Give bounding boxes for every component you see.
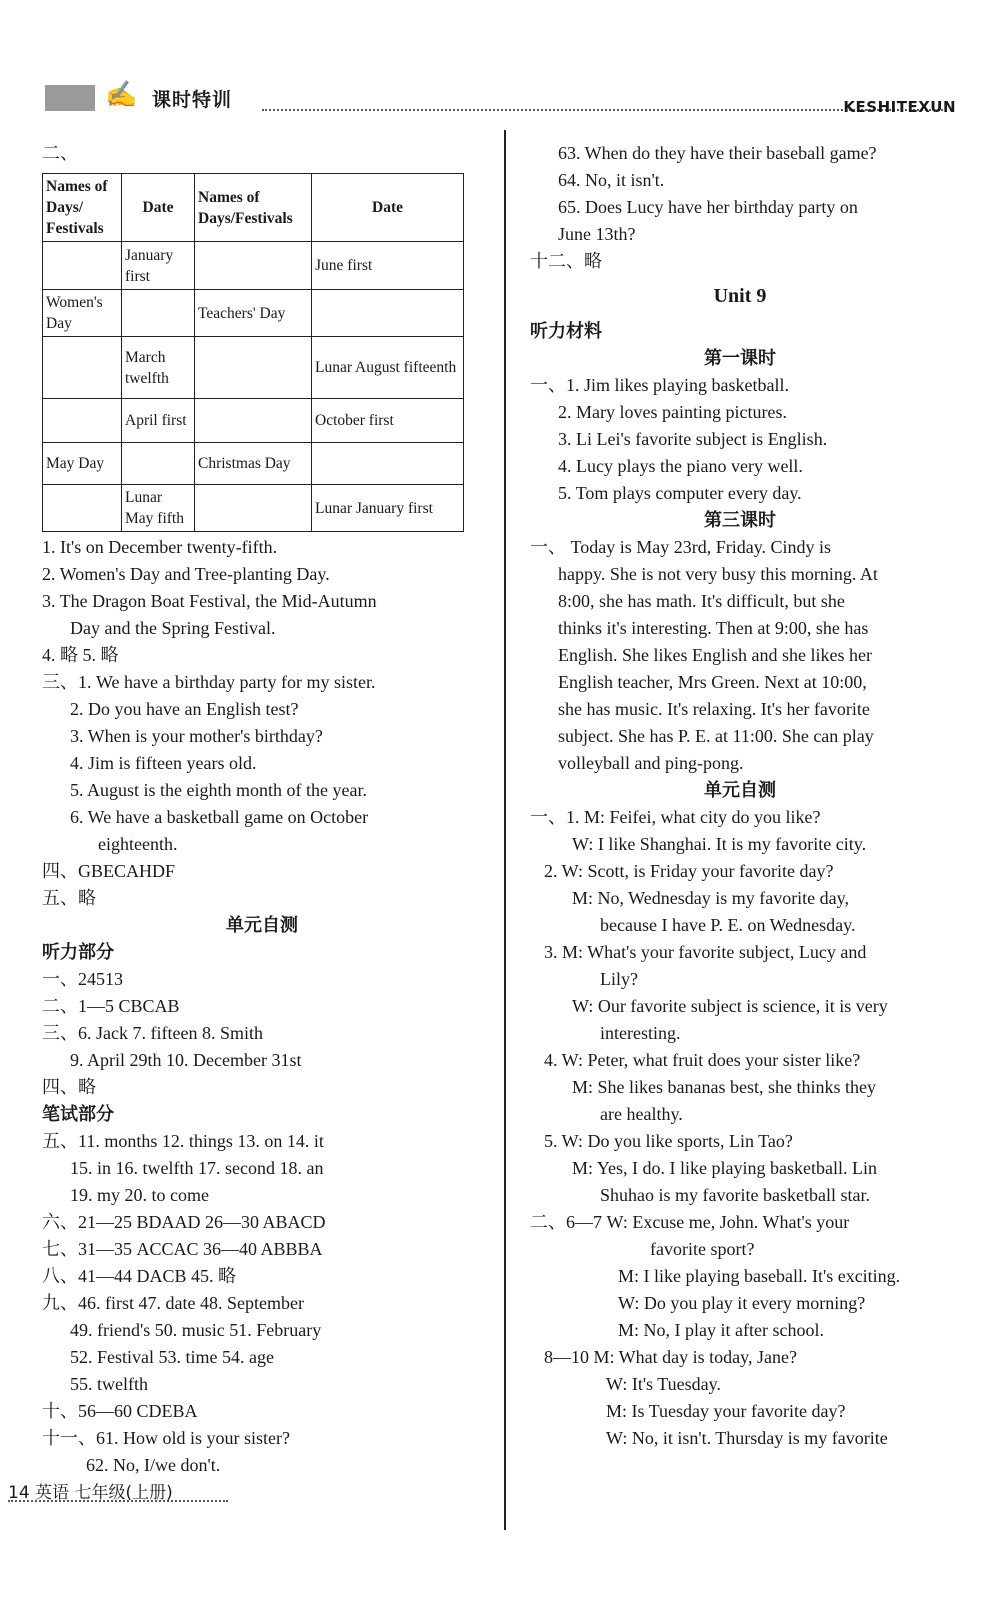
table-cell	[195, 399, 312, 443]
answer-line: 64. No, it isn't.	[558, 170, 665, 190]
answer-line: 55. twelfth	[70, 1374, 148, 1394]
table-header-row	[43, 174, 464, 242]
section-2-label: 二、	[42, 143, 78, 163]
answer-line: 七、31—35 ACCAC 36—40 ABBBA	[42, 1239, 323, 1259]
answer-line: eighteenth.	[98, 834, 178, 854]
passage-line: happy. She is not very busy this morning. At	[558, 564, 878, 584]
answer-line: 二、1—5 CBCAB	[42, 996, 180, 1016]
dialogue-line: 5. W: Do you like sports, Lin Tao?	[544, 1131, 793, 1151]
passage-line: volleyball and ping-pong.	[558, 753, 744, 773]
table-cell	[195, 242, 312, 290]
passage-line: she has music. It's relaxing. It's her favorite	[558, 699, 870, 719]
answer-line: 四、GBECAHDF	[42, 861, 176, 881]
answer-line: 一、24513	[42, 969, 123, 989]
unit-title: Unit 9	[713, 285, 767, 307]
dialogue-line: 8—10 M: What day is today, Jane?	[544, 1347, 797, 1367]
section-heading: 单元自测	[704, 780, 776, 800]
dialogue-line: 二、6—7 W: Excuse me, John. What's your	[530, 1212, 850, 1232]
passage-line: 8:00, she has math. It's difficult, but she	[558, 591, 845, 611]
section-heading: 单元自测	[226, 915, 298, 935]
table-header: Date	[312, 174, 464, 242]
answer-line: 4. Jim is fifteen years old.	[70, 753, 257, 773]
answer-line: 4. 略 5. 略	[42, 645, 119, 665]
answer-line: 49. friend's 50. music 51. February	[70, 1320, 322, 1340]
answer-line: 四、略	[42, 1077, 96, 1097]
section-heading: 听力部分	[42, 942, 114, 962]
table-row	[43, 242, 464, 290]
answer-line: 五、11. months 12. things 13. on 14. it	[42, 1131, 324, 1151]
answer-line: 2. Mary loves painting pictures.	[558, 402, 787, 422]
table-cell: June first	[312, 242, 464, 290]
dialogue-line: M: No, I play it after school.	[618, 1320, 824, 1340]
answer-line: 3. When is your mother's birthday?	[70, 726, 323, 746]
answer-line: 十一、61. How old is your sister?	[42, 1428, 290, 1448]
answer-line: 9. April 29th 10. December 31st	[70, 1050, 302, 1070]
answer-line: 4. Lucy plays the piano very well.	[558, 456, 803, 476]
dialogue-line: W: Do you play it every morning?	[618, 1293, 866, 1313]
section-heading: 第一课时	[704, 348, 776, 368]
table-row	[43, 337, 464, 399]
answer-line: 19. my 20. to come	[70, 1185, 209, 1205]
table-cell	[312, 290, 464, 337]
passage-line: 一、 Today is May 23rd, Friday. Cindy is	[530, 537, 832, 557]
table-cell: March twelfth	[122, 337, 195, 399]
footer-rule	[8, 1500, 228, 1502]
answer-line: 十、56—60 CDEBA	[42, 1401, 198, 1421]
section-heading: 听力材料	[530, 321, 602, 341]
answer-line: June 13th?	[558, 224, 636, 244]
answer-line: 62. No, I/we don't.	[86, 1455, 221, 1475]
table-cell: Women's Day	[43, 290, 122, 337]
dialogue-line: are healthy.	[600, 1104, 683, 1124]
answer-line: 五、略	[42, 888, 96, 908]
table-header: Names of Days/Festivals	[195, 174, 312, 242]
answer-line: 3. The Dragon Boat Festival, the Mid-Autumn	[42, 591, 377, 611]
answer-line: 63. When do they have their baseball game?	[558, 143, 877, 163]
header-band	[45, 85, 95, 111]
table-row	[43, 290, 464, 337]
section-heading: 第三课时	[704, 510, 776, 530]
answer-line: 八、41—44 DACB 45. 略	[42, 1266, 237, 1286]
table-cell: October first	[312, 399, 464, 443]
dialogue-line: M: I like playing baseball. It's exciting.	[618, 1266, 901, 1286]
header-pinyin: KESHITEXUN	[843, 98, 956, 116]
table-row	[43, 399, 464, 443]
dialogue-line: 4. W: Peter, what fruit does your sister like?	[544, 1050, 861, 1070]
page-footer: 14 英语 七年级(上册)	[8, 1483, 173, 1503]
answer-line: 3. Li Lei's favorite subject is English.	[558, 429, 828, 449]
answer-line: 九、46. first 47. date 48. September	[42, 1293, 304, 1313]
table-row	[43, 485, 464, 532]
column-divider	[504, 130, 506, 1530]
table-cell: Lunar August fifteenth	[312, 337, 464, 399]
answer-line: 三、1. We have a birthday party for my sister.	[42, 672, 376, 692]
dialogue-line: W: It's Tuesday.	[606, 1374, 721, 1394]
dialogue-line: interesting.	[600, 1023, 681, 1043]
answer-line: 2. Do you have an English test?	[70, 699, 299, 719]
table-cell: Lunar May fifth	[122, 485, 195, 532]
table-cell: Lunar January first	[312, 485, 464, 532]
header-logo-text: 课时特训	[152, 89, 233, 111]
answer-line: 1. It's on December twenty-fifth.	[42, 537, 278, 557]
answer-line: Day and the Spring Festival.	[70, 618, 276, 638]
dialogue-line: M: Is Tuesday your favorite day?	[606, 1401, 846, 1421]
answer-line: 一、1. Jim likes playing basketball.	[530, 375, 789, 395]
table-cell	[122, 443, 195, 485]
passage-line: English. She likes English and she likes her	[558, 645, 872, 665]
table-cell	[43, 242, 122, 290]
dialogue-line: M: She likes bananas best, she thinks they	[572, 1077, 876, 1097]
table-cell	[195, 337, 312, 399]
table-cell	[43, 337, 122, 399]
dialogue-line: W: No, it isn't. Thursday is my favorite	[606, 1428, 888, 1448]
answer-line: 2. Women's Day and Tree-planting Day.	[42, 564, 330, 584]
answer-line: 六、21—25 BDAAD 26—30 ABACD	[42, 1212, 326, 1232]
festival-table	[42, 173, 464, 532]
table-cell: Christmas Day	[195, 443, 312, 485]
table-header: Names of Days/ Festivals	[43, 174, 122, 242]
dialogue-line: W: Our favorite subject is science, it is very	[572, 996, 888, 1016]
table-cell	[312, 443, 464, 485]
table-cell	[43, 485, 122, 532]
table-cell	[195, 485, 312, 532]
section-heading: 笔试部分	[42, 1104, 114, 1124]
table-cell: April first	[122, 399, 195, 443]
left-column	[42, 140, 482, 1479]
dialogue-line: 2. W: Scott, is Friday your favorite day?	[544, 861, 834, 881]
passage-line: thinks it's interesting. Then at 9:00, she has	[558, 618, 869, 638]
table-cell: Teachers' Day	[195, 290, 312, 337]
table-cell	[122, 290, 195, 337]
answer-line: 15. in 16. twelfth 17. second 18. an	[70, 1158, 324, 1178]
dialogue-line: M: Yes, I do. I like playing basketball. Lin	[572, 1158, 877, 1178]
dialogue-line: Shuhao is my favorite basketball star.	[600, 1185, 870, 1205]
table-cell	[43, 399, 122, 443]
answer-line: 6. We have a basketball game on October	[70, 807, 369, 827]
dialogue-line: M: No, Wednesday is my favorite day,	[572, 888, 849, 908]
passage-line: subject. She has P. E. at 11:00. She can play	[558, 726, 874, 746]
answer-line: 5. Tom plays computer every day.	[558, 483, 802, 503]
answer-line: 52. Festival 53. time 54. age	[70, 1347, 274, 1367]
dialogue-line: because I have P. E. on Wednesday.	[600, 915, 856, 935]
dialogue-line: favorite sport?	[650, 1239, 755, 1259]
passage-line: English teacher, Mrs Green. Next at 10:00,	[558, 672, 867, 692]
table-cell: May Day	[43, 443, 122, 485]
dialogue-line: Lily?	[600, 969, 638, 989]
table-cell: January first	[122, 242, 195, 290]
answer-line: 十二、略	[530, 251, 602, 271]
answer-line: 三、6. Jack 7. fifteen 8. Smith	[42, 1023, 263, 1043]
right-column	[530, 140, 950, 1452]
table-header: Date	[122, 174, 195, 242]
dialogue-line: 3. M: What's your favorite subject, Lucy and	[544, 942, 867, 962]
dialogue-line: 一、1. M: Feifei, what city do you like?	[530, 807, 821, 827]
dialogue-line: W: I like Shanghai. It is my favorite city.	[572, 834, 867, 854]
pen-logo-icon: ✍	[105, 80, 138, 109]
table-row	[43, 443, 464, 485]
answer-line: 5. August is the eighth month of the year.	[70, 780, 367, 800]
answer-line: 65. Does Lucy have her birthday party on	[558, 197, 858, 217]
